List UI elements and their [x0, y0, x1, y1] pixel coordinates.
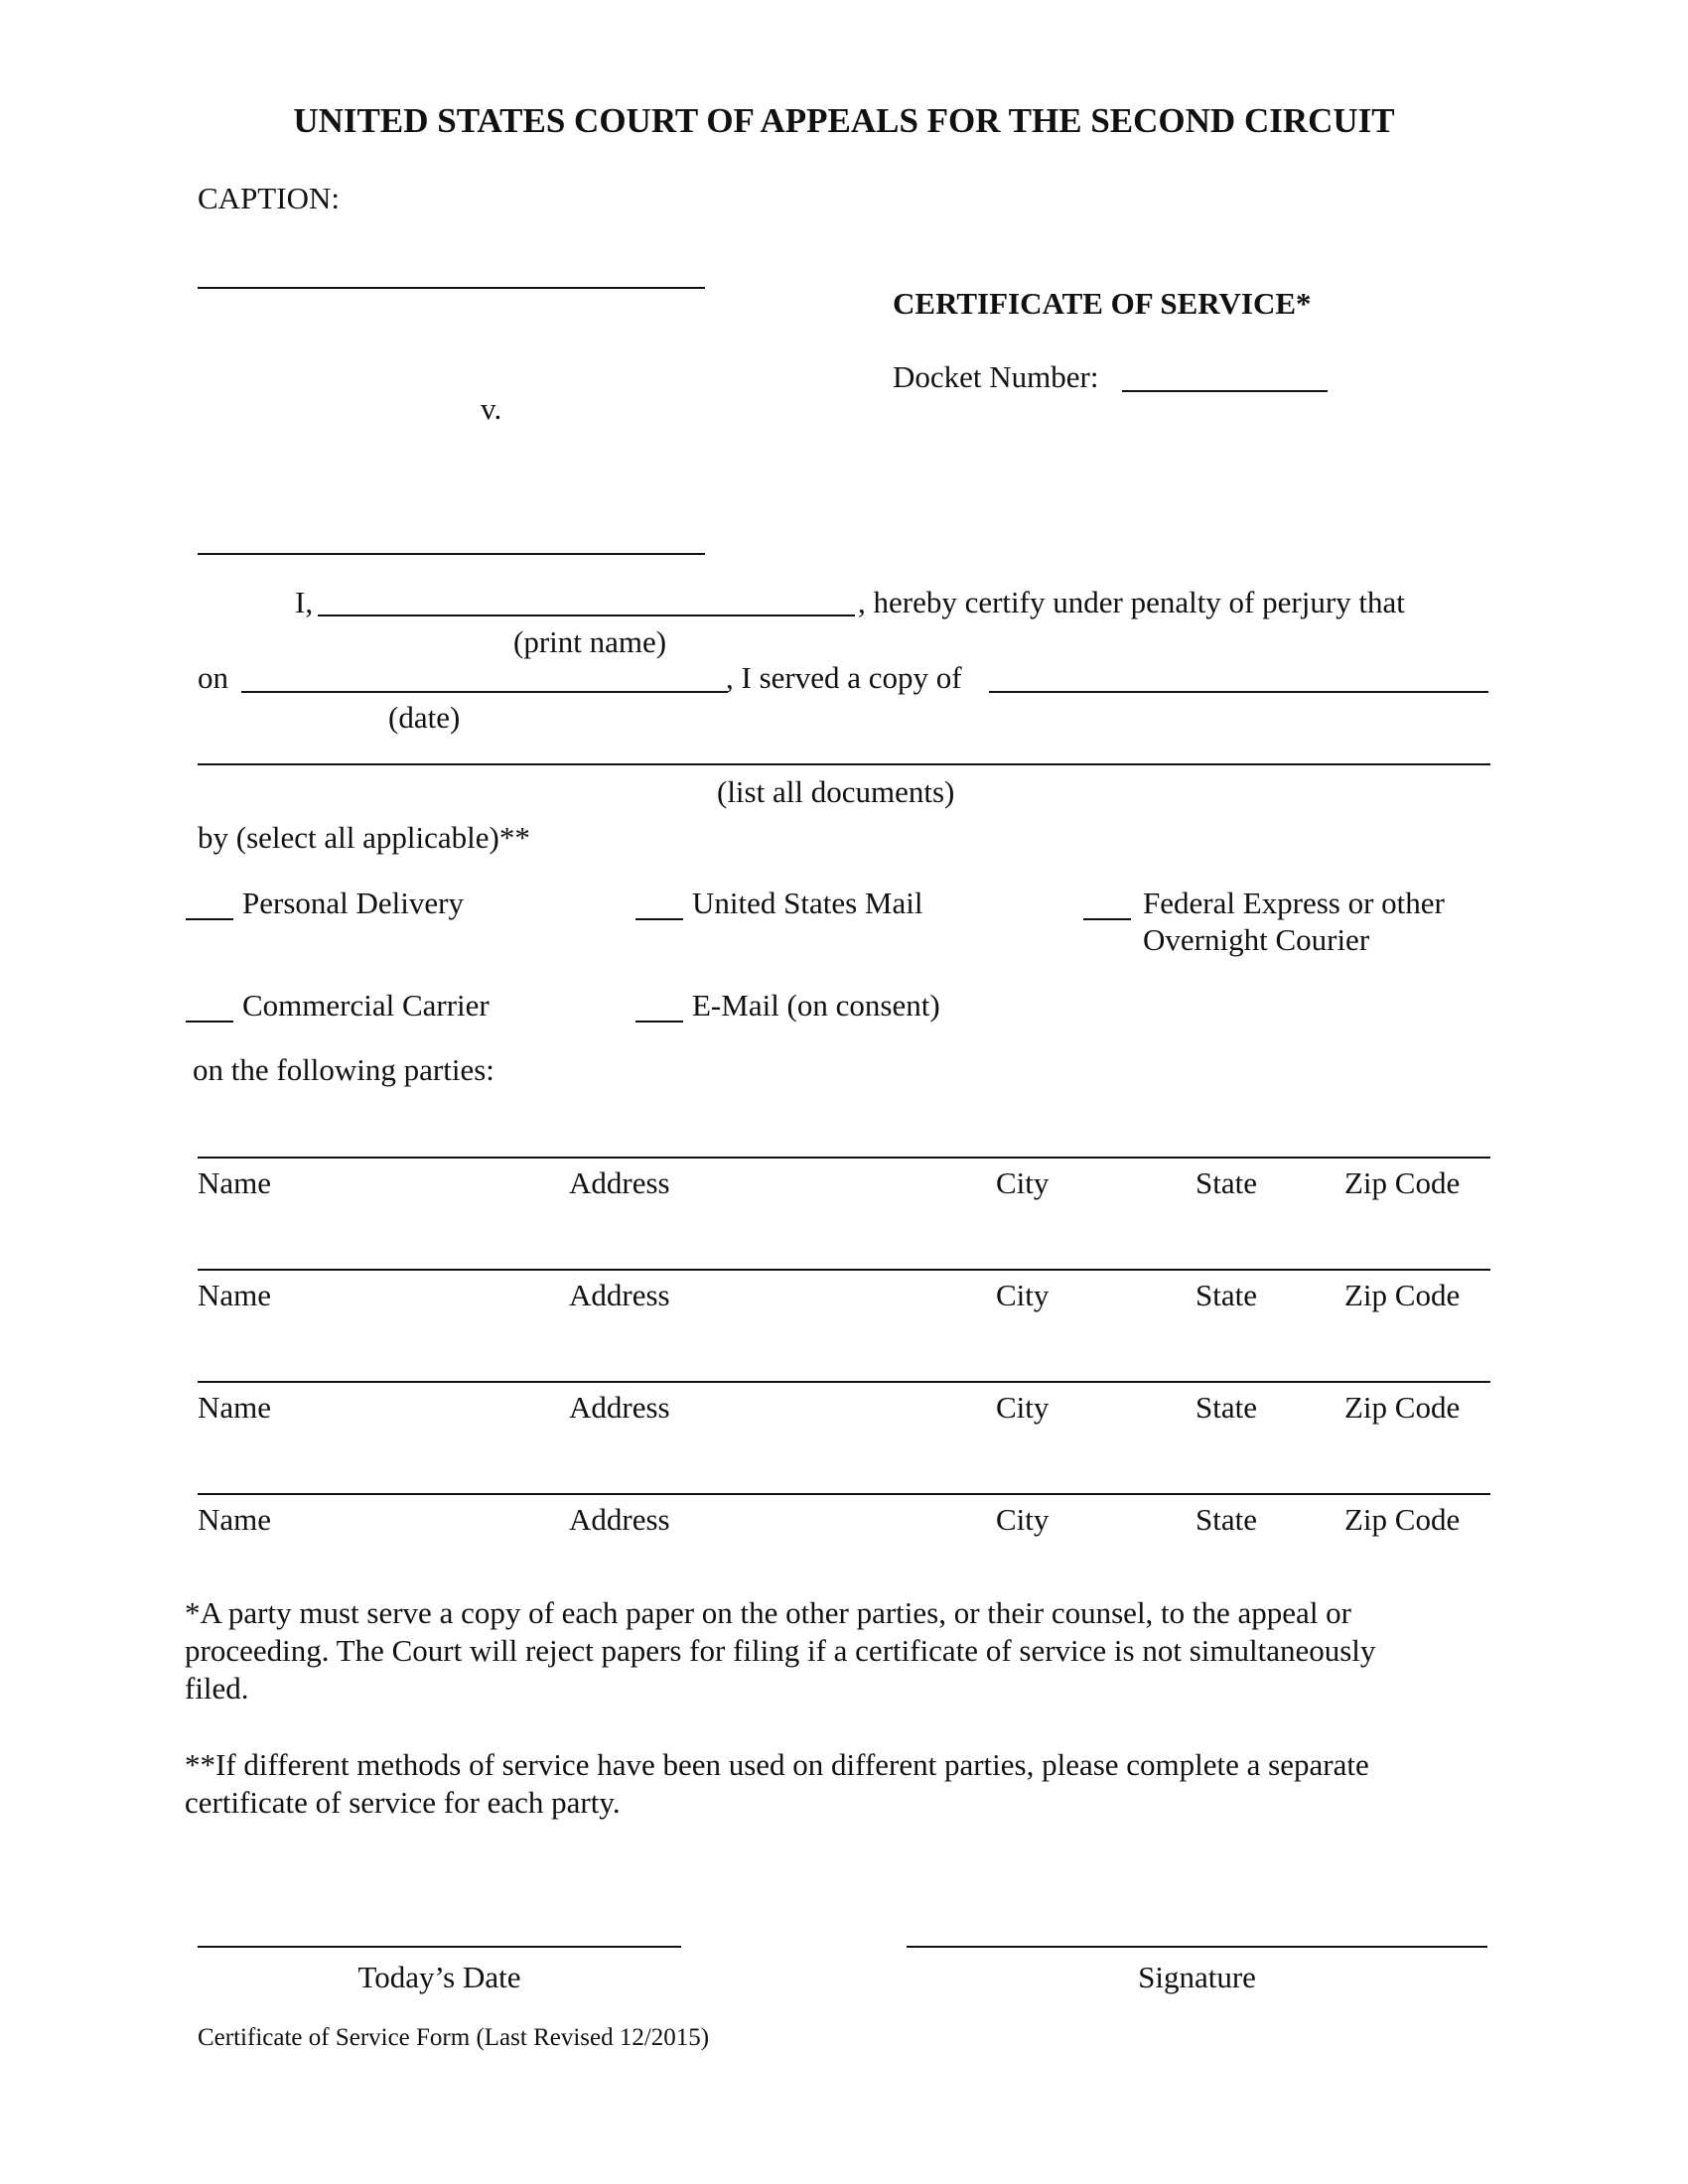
email-label: E-Mail (on consent) — [692, 988, 940, 1023]
footnote-1-line-2: proceeding. The Court will reject papers for filing if a certificate of service is not simultaneously — [185, 1633, 1376, 1668]
us-mail-checkbox[interactable] — [635, 918, 683, 920]
docket-number-label: Docket Number: — [893, 359, 1099, 394]
party-row-4-line[interactable] — [198, 1493, 1490, 1495]
party-row-2-state: State — [1196, 1278, 1257, 1312]
fedex-checkbox[interactable] — [1083, 918, 1131, 920]
party-row-1-city: City — [996, 1165, 1050, 1200]
methods-prompt: by (select all applicable)** — [198, 820, 530, 855]
personal-delivery-label: Personal Delivery — [242, 886, 464, 920]
party-row-4-city: City — [996, 1502, 1050, 1537]
footnote-1-line-3: filed. — [185, 1671, 249, 1706]
signature-field[interactable] — [907, 1946, 1487, 1948]
footnote-2-line-1: **If different methods of service have been used on different parties, please complete a separate — [185, 1747, 1369, 1782]
party-row-3-line[interactable] — [198, 1381, 1490, 1383]
personal-delivery-checkbox[interactable] — [186, 918, 233, 920]
party-row-1-line[interactable] — [198, 1157, 1490, 1159]
party-row-3-name: Name — [198, 1390, 272, 1425]
party-row-4-state: State — [1196, 1502, 1257, 1537]
fedex-label: Federal Express or other — [1143, 886, 1445, 920]
court-title: UNITED STATES COURT OF APPEALS FOR THE SECOND CIRCUIT — [293, 101, 1395, 140]
certify-text: , hereby certify under penalty of perjury that — [858, 585, 1405, 619]
party-row-1-address: Address — [569, 1165, 670, 1200]
email-checkbox[interactable] — [635, 1021, 683, 1023]
party-row-3-city: City — [996, 1390, 1050, 1425]
party-row-2-name: Name — [198, 1278, 272, 1312]
party-row-2-address: Address — [569, 1278, 670, 1312]
certificate-title: CERTIFICATE OF SERVICE* — [893, 286, 1312, 321]
party-row-4-address: Address — [569, 1502, 670, 1537]
party-row-3-address: Address — [569, 1390, 670, 1425]
docket-number-field[interactable] — [1122, 390, 1328, 392]
caption-party-2-line[interactable] — [198, 553, 705, 555]
date-served-field[interactable] — [241, 691, 728, 693]
commercial-carrier-checkbox[interactable] — [186, 1021, 233, 1023]
party-row-4-name: Name — [198, 1502, 272, 1537]
commercial-carrier-label: Commercial Carrier — [242, 988, 490, 1023]
us-mail-label: United States Mail — [692, 886, 923, 920]
caption-label: CAPTION: — [198, 181, 340, 215]
print-name-field[interactable] — [318, 614, 855, 616]
party-row-3-state: State — [1196, 1390, 1257, 1425]
served-text: , I served a copy of — [726, 660, 962, 695]
documents-field-2[interactable] — [198, 763, 1490, 765]
fedex-label-line2: Overnight Courier — [1143, 922, 1370, 957]
date-hint: (date) — [388, 700, 461, 735]
party-row-4-zip: Zip Code — [1344, 1502, 1461, 1537]
party-row-1-state: State — [1196, 1165, 1257, 1200]
footnote-2-line-2: certificate of service for each party. — [185, 1785, 621, 1820]
party-row-2-city: City — [996, 1278, 1050, 1312]
caption-party-1-line[interactable] — [198, 287, 705, 289]
on-prefix: on — [198, 660, 228, 695]
party-row-2-line[interactable] — [198, 1269, 1490, 1271]
form-footer: Certificate of Service Form (Last Revised 12/2015) — [198, 2024, 710, 2051]
versus-text: v. — [481, 391, 502, 426]
todays-date-field[interactable] — [198, 1946, 681, 1948]
print-name-hint: (print name) — [513, 624, 667, 659]
party-row-1-name: Name — [198, 1165, 272, 1200]
documents-hint: (list all documents) — [717, 774, 955, 809]
documents-field-1[interactable] — [989, 691, 1488, 693]
party-row-3-zip: Zip Code — [1344, 1390, 1461, 1425]
parties-intro: on the following parties: — [193, 1052, 494, 1087]
party-row-2-zip: Zip Code — [1344, 1278, 1461, 1312]
footnote-1-line-1: *A party must serve a copy of each paper on the other parties, or their counsel, to the appeal or — [185, 1595, 1352, 1630]
i-prefix: I, — [295, 585, 314, 619]
todays-date-label: Today’s Date — [357, 1960, 521, 1994]
party-row-1-zip: Zip Code — [1344, 1165, 1461, 1200]
signature-label: Signature — [1138, 1960, 1256, 1994]
